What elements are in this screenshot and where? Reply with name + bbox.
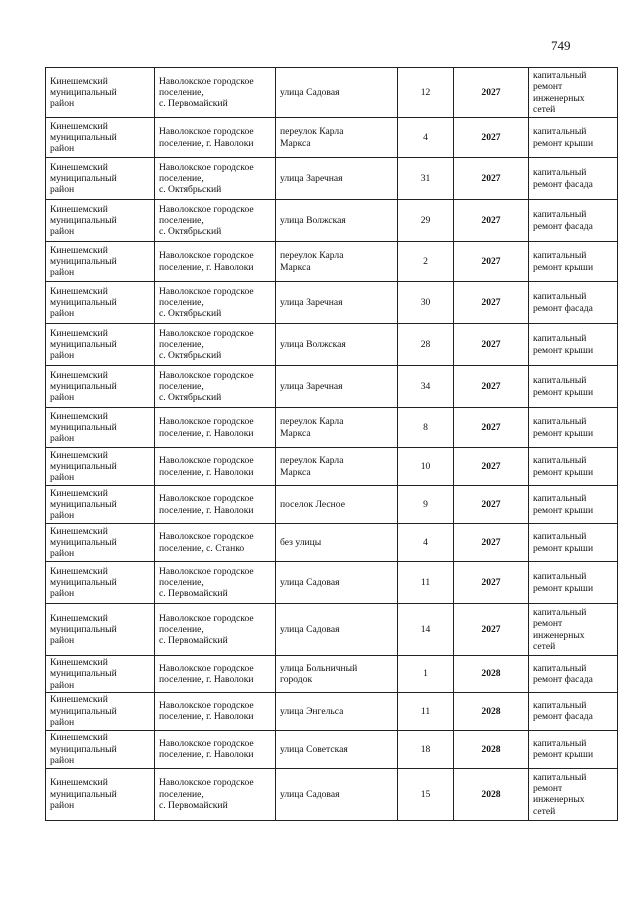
year-cell: 2028 — [454, 656, 529, 693]
district-cell: Кинешемский муниципальный район — [46, 118, 155, 158]
house-number-cell: 12 — [398, 68, 454, 118]
table-row — [46, 118, 618, 158]
street-cell: переулок Карла Маркса — [276, 242, 398, 282]
district-cell: Кинешемский муниципальный район — [46, 486, 155, 524]
year-cell: 2027 — [454, 324, 529, 366]
work-type-cell: капитальный ремонт фасада — [529, 200, 618, 242]
house-number-cell: 15 — [398, 768, 454, 820]
district-cell: Кинешемский муниципальный район — [46, 656, 155, 693]
settlement-cell: Наволокское городское поселение, г. Наволоки — [155, 118, 276, 158]
work-type-cell: капитальный ремонт инженерных сетей — [529, 604, 618, 656]
house-number-cell: 34 — [398, 366, 454, 408]
settlement-cell: Наволокское городское поселение, г. Наволоки — [155, 692, 276, 730]
year-cell: 2027 — [454, 448, 529, 486]
district-cell: Кинешемский муниципальный район — [46, 562, 155, 604]
table-row — [46, 562, 618, 604]
district-cell: Кинешемский муниципальный район — [46, 448, 155, 486]
work-type-cell: капитальный ремонт крыши — [529, 366, 618, 408]
street-cell: улица Заречная — [276, 366, 398, 408]
year-cell: 2027 — [454, 486, 529, 524]
table-row — [46, 730, 618, 768]
house-number-cell: 29 — [398, 200, 454, 242]
district-cell: Кинешемский муниципальный район — [46, 68, 155, 118]
table-row — [46, 448, 618, 486]
settlement-cell: Наволокское городское поселение, с. Октябрьский — [155, 282, 276, 324]
table-row — [46, 604, 618, 656]
work-type-cell: капитальный ремонт инженерных сетей — [529, 768, 618, 820]
year-cell: 2027 — [454, 604, 529, 656]
settlement-cell: Наволокское городское поселение, г. Наволоки — [155, 656, 276, 693]
street-cell: переулок Карла Маркса — [276, 408, 398, 448]
year-cell: 2027 — [454, 158, 529, 200]
district-cell: Кинешемский муниципальный район — [46, 158, 155, 200]
housing-repair-table — [45, 67, 618, 821]
house-number-cell: 28 — [398, 324, 454, 366]
street-cell: улица Заречная — [276, 282, 398, 324]
house-number-cell: 1 — [398, 656, 454, 693]
work-type-cell: капитальный ремонт инженерных сетей — [529, 68, 618, 118]
district-cell: Кинешемский муниципальный район — [46, 604, 155, 656]
settlement-cell: Наволокское городское поселение, с. Станко — [155, 524, 276, 562]
district-cell: Кинешемский муниципальный район — [46, 524, 155, 562]
work-type-cell: капитальный ремонт крыши — [529, 118, 618, 158]
year-cell: 2028 — [454, 692, 529, 730]
district-cell: Кинешемский муниципальный район — [46, 242, 155, 282]
year-cell: 2028 — [454, 768, 529, 820]
settlement-cell: Наволокское городское поселение, г. Наволоки — [155, 408, 276, 448]
street-cell: улица Садовая — [276, 562, 398, 604]
year-cell: 2027 — [454, 366, 529, 408]
table-row — [46, 692, 618, 730]
street-cell: улица Больничный городок — [276, 656, 398, 693]
settlement-cell: Наволокское городское поселение, с. Первомайский — [155, 768, 276, 820]
settlement-cell: Наволокское городское поселение, с. Первомайский — [155, 68, 276, 118]
work-type-cell: капитальный ремонт крыши — [529, 562, 618, 604]
house-number-cell: 10 — [398, 448, 454, 486]
settlement-cell: Наволокское городское поселение, с. Октябрьский — [155, 200, 276, 242]
street-cell: улица Волжская — [276, 324, 398, 366]
house-number-cell: 30 — [398, 282, 454, 324]
table-row — [46, 486, 618, 524]
table-row — [46, 524, 618, 562]
street-cell: переулок Карла Маркса — [276, 118, 398, 158]
street-cell: улица Советская — [276, 730, 398, 768]
district-cell: Кинешемский муниципальный район — [46, 366, 155, 408]
table-row — [46, 408, 618, 448]
settlement-cell: Наволокское городское поселение, г. Наволоки — [155, 448, 276, 486]
district-cell: Кинешемский муниципальный район — [46, 730, 155, 768]
work-type-cell: капитальный ремонт крыши — [529, 324, 618, 366]
street-cell: улица Заречная — [276, 158, 398, 200]
district-cell: Кинешемский муниципальный район — [46, 768, 155, 820]
house-number-cell: 8 — [398, 408, 454, 448]
page-number: 749 — [551, 38, 571, 53]
table-row — [46, 200, 618, 242]
settlement-cell: Наволокское городское поселение, г. Наволоки — [155, 486, 276, 524]
year-cell: 2027 — [454, 524, 529, 562]
house-number-cell: 11 — [398, 692, 454, 730]
house-number-cell: 4 — [398, 524, 454, 562]
street-cell: поселок Лесное — [276, 486, 398, 524]
street-cell: улица Садовая — [276, 604, 398, 656]
table-row — [46, 242, 618, 282]
work-type-cell: капитальный ремонт крыши — [529, 524, 618, 562]
district-cell: Кинешемский муниципальный район — [46, 200, 155, 242]
work-type-cell: капитальный ремонт крыши — [529, 486, 618, 524]
district-cell: Кинешемский муниципальный район — [46, 692, 155, 730]
table-row — [46, 366, 618, 408]
house-number-cell: 18 — [398, 730, 454, 768]
settlement-cell: Наволокское городское поселение, с. Октябрьский — [155, 366, 276, 408]
year-cell: 2027 — [454, 242, 529, 282]
house-number-cell: 2 — [398, 242, 454, 282]
year-cell: 2027 — [454, 118, 529, 158]
table-row — [46, 324, 618, 366]
work-type-cell: капитальный ремонт фасада — [529, 656, 618, 693]
table-row — [46, 68, 618, 118]
year-cell: 2027 — [454, 408, 529, 448]
settlement-cell: Наволокское городское поселение, с. Первомайский — [155, 562, 276, 604]
street-cell: переулок Карла Маркса — [276, 448, 398, 486]
work-type-cell: капитальный ремонт крыши — [529, 448, 618, 486]
house-number-cell: 14 — [398, 604, 454, 656]
settlement-cell: Наволокское городское поселение, г. Наволоки — [155, 730, 276, 768]
work-type-cell: капитальный ремонт крыши — [529, 408, 618, 448]
district-cell: Кинешемский муниципальный район — [46, 324, 155, 366]
house-number-cell: 31 — [398, 158, 454, 200]
district-cell: Кинешемский муниципальный район — [46, 408, 155, 448]
table-body — [46, 68, 618, 821]
year-cell: 2027 — [454, 200, 529, 242]
settlement-cell: Наволокское городское поселение, с. Первомайский — [155, 604, 276, 656]
house-number-cell: 9 — [398, 486, 454, 524]
house-number-cell: 11 — [398, 562, 454, 604]
house-number-cell: 4 — [398, 118, 454, 158]
table-row — [46, 158, 618, 200]
settlement-cell: Наволокское городское поселение, г. Наволоки — [155, 242, 276, 282]
year-cell: 2028 — [454, 730, 529, 768]
work-type-cell: капитальный ремонт крыши — [529, 242, 618, 282]
work-type-cell: капитальный ремонт крыши — [529, 730, 618, 768]
year-cell: 2027 — [454, 282, 529, 324]
table-row — [46, 282, 618, 324]
year-cell: 2027 — [454, 562, 529, 604]
work-type-cell: капитальный ремонт фасада — [529, 692, 618, 730]
street-cell: улица Волжская — [276, 200, 398, 242]
street-cell: улица Садовая — [276, 768, 398, 820]
district-cell: Кинешемский муниципальный район — [46, 282, 155, 324]
table-row — [46, 768, 618, 820]
street-cell: без улицы — [276, 524, 398, 562]
year-cell: 2027 — [454, 68, 529, 118]
street-cell: улица Энгельса — [276, 692, 398, 730]
street-cell: улица Садовая — [276, 68, 398, 118]
work-type-cell: капитальный ремонт фасада — [529, 282, 618, 324]
work-type-cell: капитальный ремонт фасада — [529, 158, 618, 200]
settlement-cell: Наволокское городское поселение, с. Октябрьский — [155, 158, 276, 200]
table-row — [46, 656, 618, 693]
settlement-cell: Наволокское городское поселение, с. Октябрьский — [155, 324, 276, 366]
